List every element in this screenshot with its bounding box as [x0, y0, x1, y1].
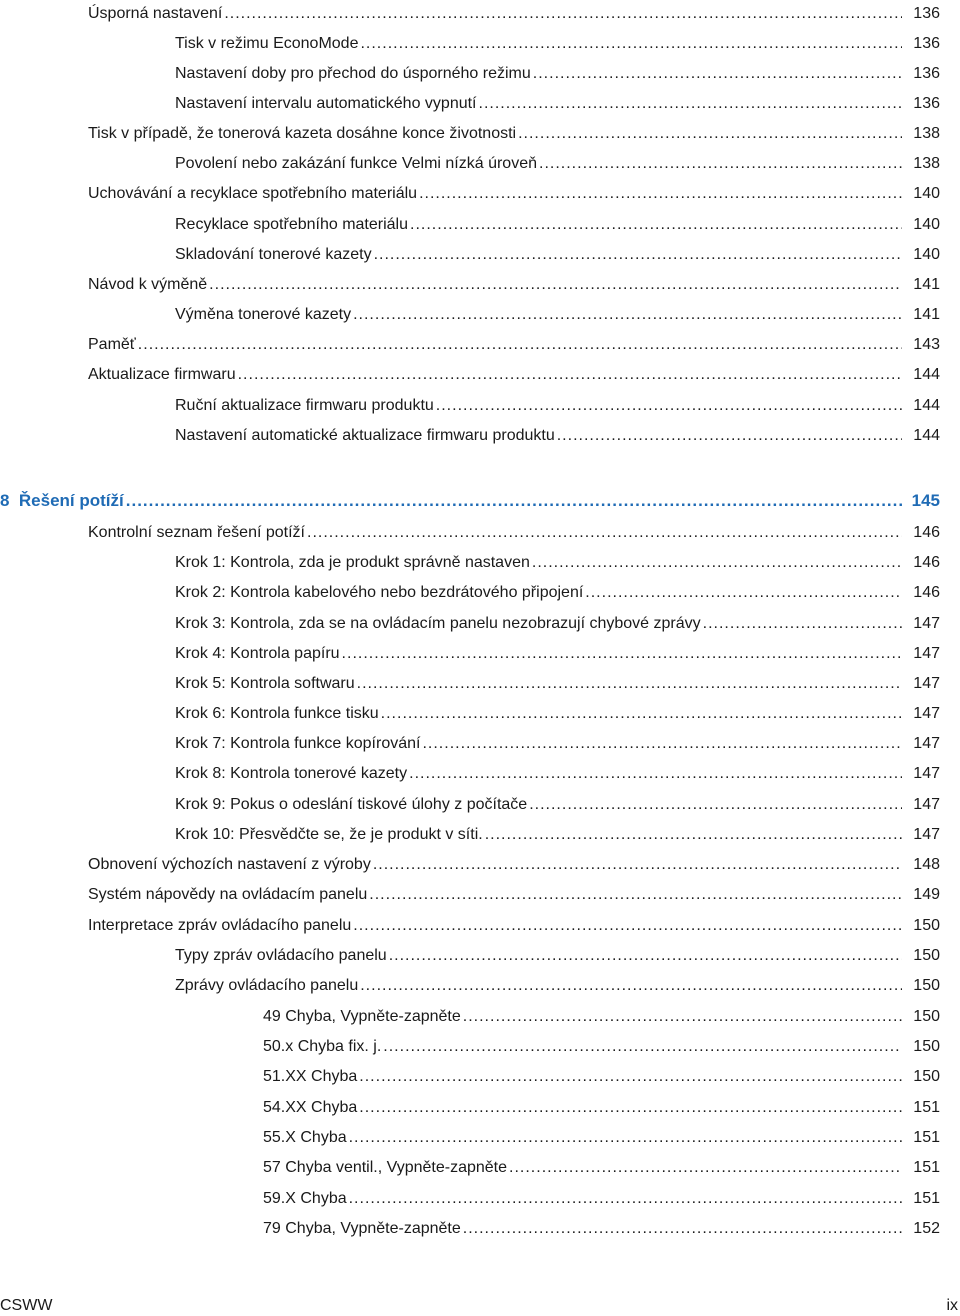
- toc-entry-label: Paměť: [88, 336, 136, 353]
- dot-leader: [485, 824, 902, 846]
- toc-entry-page: 147: [913, 675, 940, 692]
- toc-entry-label: Ruční aktualizace firmwaru produktu: [175, 397, 434, 414]
- toc-entry-auto-firmware[interactable]: [0, 425, 940, 447]
- dot-leader: [353, 915, 902, 937]
- dot-leader: [509, 1157, 902, 1179]
- toc-entry-interpret-messages[interactable]: [0, 915, 940, 937]
- dot-leader: [383, 1036, 902, 1058]
- toc-entry-page: 138: [913, 125, 940, 142]
- toc-entry-label: 51.XX Chyba: [263, 1068, 358, 1085]
- toc-entry-label: Krok 2: Kontrola kabelového nebo bezdrátového připojení: [175, 584, 584, 601]
- toc-entry-error-55[interactable]: [0, 1127, 940, 1149]
- toc-entry-firmware-update[interactable]: [0, 364, 940, 386]
- toc-entry-page: 149: [913, 886, 940, 903]
- toc-entry-page: 147: [913, 765, 940, 782]
- toc-entry-error-49[interactable]: [0, 1006, 940, 1028]
- toc-entry-page: 147: [913, 705, 940, 722]
- dot-leader: [557, 425, 902, 447]
- dot-leader: [353, 304, 902, 326]
- toc-entry-page: 146: [913, 554, 940, 571]
- toc-entry-label: Recyklace spotřebního materiálu: [175, 216, 409, 233]
- toc-entry-label: Tisk v případě, že tonerová kazeta dosáhne konce životnosti: [88, 125, 517, 142]
- dot-leader: [373, 854, 902, 876]
- toc-entry-label: Krok 1: Kontrola, zda je produkt správně nastaven: [175, 554, 530, 571]
- toc-entry-page: 140: [913, 185, 940, 202]
- toc-entry-page: 147: [913, 645, 940, 662]
- toc-entry-help-system[interactable]: [0, 884, 940, 906]
- toc-entry-step-7[interactable]: [0, 733, 940, 755]
- toc-entry-label: 50.x Chyba fix. j.: [263, 1038, 382, 1055]
- toc-entry-page: 151: [913, 1129, 940, 1146]
- toc-entry-page: 150: [913, 1038, 940, 1055]
- dot-leader: [539, 153, 902, 175]
- toc-entry-error-59[interactable]: [0, 1188, 940, 1210]
- dot-leader: [359, 1097, 902, 1119]
- toc-entry-usporna-nastaveni[interactable]: [0, 3, 940, 25]
- dot-leader: [126, 490, 902, 512]
- toc-entry-label: Kontrolní seznam řešení potíží: [88, 524, 305, 541]
- dot-leader: [381, 703, 902, 725]
- toc-entry-error-50[interactable]: [0, 1036, 940, 1058]
- toc-entry-toner-replacement[interactable]: [0, 304, 940, 326]
- toc-entry-storage-recycling[interactable]: [0, 183, 940, 205]
- toc-entry-label: 57 Chyba ventil., Vypněte-zapněte: [263, 1159, 508, 1176]
- toc-entry-label: Krok 5: Kontrola softwaru: [175, 675, 355, 692]
- toc-entry-label: Interpretace zpráv ovládacího panelu: [88, 917, 352, 934]
- toc-entry-page: 146: [913, 584, 940, 601]
- toc-entry-step-6[interactable]: [0, 703, 940, 725]
- toc-entry-page: 150: [913, 977, 940, 994]
- toc-entry-memory[interactable]: [0, 334, 940, 356]
- toc-entry-sleep-delay[interactable]: [0, 63, 940, 85]
- toc-entry-economode[interactable]: [0, 33, 940, 55]
- toc-entry-label: Návod k výměně: [88, 276, 208, 293]
- toc-entry-page: 150: [913, 1068, 940, 1085]
- toc-entry-label: Krok 7: Kontrola funkce kopírování: [175, 735, 421, 752]
- toc-entry-very-low[interactable]: [0, 153, 940, 175]
- toc-entry-label: 55.X Chyba: [263, 1129, 347, 1146]
- toc-entry-error-51[interactable]: [0, 1066, 940, 1088]
- toc-entry-step-5[interactable]: [0, 673, 940, 695]
- toc-entry-message-types[interactable]: [0, 945, 940, 967]
- dot-leader: [138, 334, 902, 356]
- dot-leader: [703, 613, 902, 635]
- toc-entry-step-8[interactable]: [0, 763, 940, 785]
- toc-entry-page: 144: [913, 397, 940, 414]
- toc-entry-label: Nastavení doby pro přechod do úsporného režimu: [175, 65, 531, 82]
- dot-leader: [436, 395, 902, 417]
- toc-entry-label: Tisk v režimu EconoMode: [175, 35, 359, 52]
- toc-entry-page: 136: [913, 95, 940, 112]
- dot-leader: [360, 33, 902, 55]
- toc-entry-label: Krok 4: Kontrola papíru: [175, 645, 340, 662]
- toc-entry-label: Krok 6: Kontrola funkce tisku: [175, 705, 379, 722]
- toc-entry-page: 136: [913, 5, 940, 22]
- toc-entry-page: 136: [913, 35, 940, 52]
- dot-leader: [532, 552, 902, 574]
- dot-leader: [224, 3, 902, 25]
- toc-entry-manual-firmware[interactable]: [0, 395, 940, 417]
- dot-leader: [419, 183, 902, 205]
- toc-entry-messages[interactable]: [0, 975, 940, 997]
- toc-entry-label: Krok 8: Kontrola tonerové kazety: [175, 765, 408, 782]
- toc-chapter-page: 145: [911, 491, 940, 510]
- toc-chapter-label: 8 Řešení potíží: [0, 491, 124, 510]
- toc-entry-end-of-life-print[interactable]: [0, 123, 940, 145]
- toc-entry-page: 152: [913, 1220, 940, 1237]
- toc-entry-page: 141: [913, 306, 940, 323]
- toc-entry-page: 138: [913, 155, 940, 172]
- toc-entry-label: Aktualizace firmwaru: [88, 366, 236, 383]
- toc-entry-label: Typy zpráv ovládacího panelu: [175, 947, 387, 964]
- dot-leader: [349, 1188, 902, 1210]
- toc-entry-label: Úsporná nastavení: [88, 5, 223, 22]
- toc-entry-label: Systém nápovědy na ovládacím panelu: [88, 886, 368, 903]
- dot-leader: [342, 643, 902, 665]
- toc-entry-step-10[interactable]: [0, 824, 940, 846]
- toc-entry-recycling[interactable]: [0, 214, 940, 236]
- toc-entry-page: 151: [913, 1159, 940, 1176]
- toc-entry-step-1[interactable]: [0, 552, 940, 574]
- toc-entry-label: 49 Chyba, Vypněte-zapněte: [263, 1008, 461, 1025]
- toc-entry-step-4[interactable]: [0, 643, 940, 665]
- toc-entry-page: 150: [913, 1008, 940, 1025]
- toc-entry-page: 150: [913, 947, 940, 964]
- footer-language-code: CSWW: [0, 1297, 53, 1314]
- dot-leader: [349, 1127, 902, 1149]
- dot-leader: [518, 123, 902, 145]
- toc-entry-label: Nastavení automatické aktualizace firmwaru produktu: [175, 427, 555, 444]
- toc-entry-page: 143: [913, 336, 940, 353]
- dot-leader: [585, 582, 902, 604]
- dot-leader: [422, 733, 902, 755]
- dot-leader: [238, 364, 902, 386]
- toc-entry-page: 151: [913, 1099, 940, 1116]
- dot-leader: [209, 274, 902, 296]
- dot-leader: [409, 763, 902, 785]
- toc-entry-page: 144: [913, 366, 940, 383]
- toc-entry-label: Nastavení intervalu automatického vypnutí: [175, 95, 477, 112]
- toc-entry-replacement-guide[interactable]: [0, 274, 940, 296]
- toc-entry-factory-reset[interactable]: [0, 854, 940, 876]
- toc-entry-error-54[interactable]: [0, 1097, 940, 1119]
- toc-entry-label: Uchovávání a recyklace spotřebního materiálu: [88, 185, 418, 202]
- dot-leader: [463, 1006, 902, 1028]
- toc-entry-page: 147: [913, 735, 940, 752]
- toc-entry-step-9[interactable]: [0, 794, 940, 816]
- toc-entry-label: Krok 9: Pokus o odeslání tiskové úlohy z počítače: [175, 796, 528, 813]
- toc-entry-label: Skladování tonerové kazety: [175, 246, 372, 263]
- toc-entry-label: Výměna tonerové kazety: [175, 306, 352, 323]
- toc-entry-page: 141: [913, 276, 940, 293]
- toc-entry-error-79[interactable]: [0, 1218, 940, 1240]
- toc-entry-label: Zprávy ovládacího panelu: [175, 977, 359, 994]
- dot-leader: [374, 244, 902, 266]
- toc-entry-toner-storage[interactable]: [0, 244, 940, 266]
- toc-entry-page: 151: [913, 1190, 940, 1207]
- toc-entry-label: Krok 3: Kontrola, zda se na ovládacím panelu nezobrazují chybové zprávy: [175, 615, 701, 632]
- dot-leader: [463, 1218, 902, 1240]
- toc-entry-page: 147: [913, 615, 940, 632]
- toc-entry-page: 147: [913, 826, 940, 843]
- dot-leader: [529, 794, 902, 816]
- toc-entry-label: Obnovení výchozích nastavení z výroby: [88, 856, 371, 873]
- toc-entry-step-3[interactable]: [0, 613, 940, 635]
- toc-chapter-troubleshooting[interactable]: [0, 490, 940, 512]
- toc-entry-auto-off[interactable]: [0, 93, 940, 115]
- dot-leader: [389, 945, 902, 967]
- toc-entry-page: 147: [913, 796, 940, 813]
- toc-entry-page: 146: [913, 524, 940, 541]
- dot-leader: [533, 63, 902, 85]
- toc-entry-page: 136: [913, 65, 940, 82]
- toc-entry-page: 140: [913, 216, 940, 233]
- toc-entry-error-57[interactable]: [0, 1157, 940, 1179]
- toc-entry-label: Krok 10: Přesvědčte se, že je produkt v síti.: [175, 826, 483, 843]
- toc-entry-label: 54.XX Chyba: [263, 1099, 358, 1116]
- footer-page-number: ix: [946, 1297, 958, 1314]
- dot-leader: [360, 975, 902, 997]
- toc-entry-label: 59.X Chyba: [263, 1190, 347, 1207]
- toc-entry-label: Povolení nebo zakázání funkce Velmi nízká úroveň: [175, 155, 537, 172]
- toc-entry-page: 150: [913, 917, 940, 934]
- toc-entry-page: 148: [913, 856, 940, 873]
- toc-entry-label: 79 Chyba, Vypněte-zapněte: [263, 1220, 461, 1237]
- toc-entry-page: 140: [913, 246, 940, 263]
- dot-leader: [307, 522, 902, 544]
- dot-leader: [369, 884, 902, 906]
- toc-entry-step-2[interactable]: [0, 582, 940, 604]
- dot-leader: [357, 673, 902, 695]
- dot-leader: [410, 214, 902, 236]
- dot-leader: [359, 1066, 902, 1088]
- toc-entry-page: 144: [913, 427, 940, 444]
- toc-entry-checklist[interactable]: [0, 522, 940, 544]
- dot-leader: [479, 93, 903, 115]
